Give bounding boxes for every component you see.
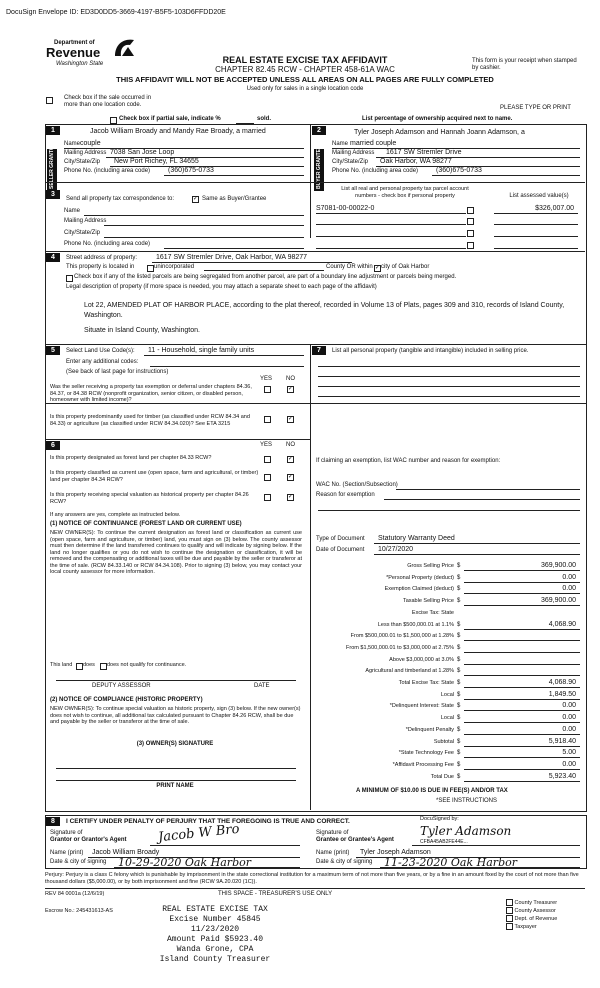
deputy-label: DEPUTY ASSESSOR xyxy=(92,683,151,689)
buyer-city[interactable]: Oak Harbor, WA 98277 xyxy=(380,158,452,165)
tax-row-label: From $1,500,000.01 to $3,000,000 at 2.75% xyxy=(346,644,454,651)
tax-row-dollar: $ xyxy=(457,703,461,710)
grantee-name-label: Name (print) xyxy=(316,850,350,856)
tax-row-dollar: $ xyxy=(457,633,461,640)
grantor-date-city[interactable]: 10-29-2020 Oak Harbor xyxy=(118,856,251,869)
seller-name-rule xyxy=(64,148,304,149)
personal-property-checkbox-4[interactable] xyxy=(467,242,474,249)
parcel-number[interactable]: S7081-00-00022-0 xyxy=(316,205,375,212)
seller-tab-label: SELLER GRANTOR xyxy=(49,142,55,189)
seller-tab xyxy=(47,142,57,191)
seller-mailing[interactable]: 7038 San Jose Loop xyxy=(110,149,175,156)
notice1-title: (1) NOTICE OF CONTINUANCE (FOREST LAND OR CURRENT USE) xyxy=(50,521,242,527)
buyer-phone-label: Phone No. (including area code) xyxy=(332,168,419,174)
grantee-date-label: Date & city of signing xyxy=(316,859,373,865)
tax-row-value[interactable]: 369,900.00 xyxy=(540,562,576,569)
tax-row-dollar: $ xyxy=(457,761,461,768)
grantor-date-label: Date & city of signing xyxy=(50,859,107,865)
tax-row-label: Subtotal xyxy=(433,738,454,745)
stamp-line-5: Wanda Grone, CPA xyxy=(176,945,254,954)
section-8-number: 8 xyxy=(46,817,60,826)
tax-row-dollar: $ xyxy=(457,668,461,675)
section-5-number: 5 xyxy=(46,346,60,355)
copy-distribution xyxy=(506,899,557,931)
if-yes-note: If any answers are yes, complete as instructed below. xyxy=(50,512,181,518)
section-4-top-rule xyxy=(45,251,585,252)
seller-phone-rule xyxy=(164,175,304,176)
sec6-q2-yes[interactable] xyxy=(264,474,271,481)
tax-row-value[interactable]: 0.00 xyxy=(562,725,576,733)
buyer-name-line1: Tyler Joseph Adamson and Hannah Joann Adamson, a xyxy=(354,129,525,136)
seller-name-label: Name xyxy=(64,141,81,147)
copy-label-3: Dept. of Revenue xyxy=(514,915,558,922)
dor-emblem-icon xyxy=(112,36,138,60)
sec5-no-header: NO xyxy=(286,376,295,382)
tax-row-dollar: $ xyxy=(457,644,461,651)
seller-city[interactable]: New Port Richey, FL 34655 xyxy=(114,158,199,165)
reason-rule-1[interactable] xyxy=(384,499,580,500)
tax-row-label: *State Technology Fee xyxy=(398,750,454,757)
section-2-number: 2 xyxy=(312,126,326,135)
segregated-checkbox[interactable] xyxy=(66,275,73,282)
sec6-yes-header: YES xyxy=(260,442,273,448)
seller-name-line1: Jacob William Broady and Mandy Rae Broady, a married xyxy=(90,128,266,135)
tax-row-rule xyxy=(464,757,580,758)
sec3-name-label: Name xyxy=(64,208,81,214)
tax-row-rule xyxy=(464,710,580,711)
divider-1-2 xyxy=(310,124,311,238)
tax-row-rule xyxy=(464,593,580,594)
tax-row-value[interactable]: 5,923.40 xyxy=(548,772,576,780)
section-3-top-rule xyxy=(45,182,585,183)
seller-city-label: City/State/Zip xyxy=(64,159,101,165)
street-rule xyxy=(152,262,352,263)
multi-location-checkbox[interactable] xyxy=(46,97,53,104)
date-label: DATE xyxy=(254,683,270,689)
legal-description[interactable]: Lot 22, AMENDED PLAT OF HARBOR PLACE, according to the plat thereof, recorded in Volume 13 of Plats, pages 309 and 310, records of Island County, Washington. xyxy=(84,302,565,319)
logo-line1: Department of xyxy=(54,40,95,46)
treasurer-use-only: THIS SPACE - TREASURER'S USE ONLY xyxy=(218,891,333,897)
print-name-label: PRINT NAME xyxy=(156,783,194,789)
copy-label-1: County Treasurer xyxy=(514,899,558,906)
tax-row-dollar: $ xyxy=(457,738,461,745)
tax-row-label: Less than $500,000.01 at 1.1% xyxy=(377,621,454,628)
tax-row-label: Gross Selling Price xyxy=(407,563,454,569)
tax-row-rule xyxy=(464,746,580,747)
tax-row-label: Agricultural and timberland at 1.28% xyxy=(365,668,454,675)
sec3-mailing-label: Mailing Address xyxy=(64,218,107,224)
same-as-buyer-checkbox[interactable]: ✓ xyxy=(193,196,199,202)
form-subtitle: CHAPTER 82.45 RCW - CHAPTER 458-61A WAC xyxy=(215,65,395,74)
doc-type[interactable]: Statutory Warranty Deed xyxy=(378,535,455,542)
seller-name-line2[interactable]: couple xyxy=(80,140,101,147)
grantor-sig-label-1: Signature of xyxy=(50,830,83,836)
legal-label: Legal description of property (if more space is needed, you may attach a separate sheet to each page of the affidavit) xyxy=(66,284,377,290)
assessed-header: List assessed value(s) xyxy=(509,193,569,199)
tax-row-label: Taxable Selling Price xyxy=(402,598,454,605)
exemption-label: If claiming an exemption, list WAC number and reason for exemption: xyxy=(316,458,501,464)
tax-row-label: *Delinquent Interest: State xyxy=(389,703,454,710)
buyer-city-label: City/State/Zip xyxy=(332,159,369,165)
tax-row-dollar: $ xyxy=(457,726,461,733)
land-use-code[interactable]: 11 - Household, single family units xyxy=(148,347,255,354)
parcel-rule-3 xyxy=(316,236,466,237)
sec5-q1-no[interactable]: ✓ xyxy=(288,386,294,392)
sec5-q2: Is this property predominantly used for timber (as classified under RCW 84.34 and 84.33) or agriculture (as classified under RCW 84.34.020)? See ETA 3215 xyxy=(50,414,250,427)
land-use-rule xyxy=(144,355,304,356)
unincorporated-checkbox[interactable] xyxy=(147,265,154,272)
single-location: Used only for sales in a single location code xyxy=(246,86,364,92)
land-use-label: Select Land Use Code(s): xyxy=(66,348,135,354)
tax-row-label: *Affidavit Processing Fee xyxy=(392,761,454,768)
tax-row-rule xyxy=(464,699,580,700)
buyer-mailing-label: Mailing Address xyxy=(332,150,375,156)
copy-checkbox-2[interactable] xyxy=(506,907,513,914)
section-3-number: 3 xyxy=(46,190,60,199)
assessed-value[interactable]: $326,007.00 xyxy=(535,205,574,212)
sec5-q2-no[interactable]: ✓ xyxy=(288,416,294,422)
grantee-sig-rule xyxy=(412,845,580,846)
notice2-text: NEW OWNER(S): To continue special valuation as historic property, sign (3) below. If the new owner(s) does not wish to continue, all additional tax calculated pursuant to Chapter 84.26 RCW, shall be due and payable by the seller or transferor at the time of sale. xyxy=(50,706,301,725)
sec6-q3-yes[interactable] xyxy=(264,494,271,501)
grantor-name-label: Name (print) xyxy=(50,850,84,856)
grantee-sig-label-2: Grantee or Grantee's Agent xyxy=(316,837,394,843)
owner-signature-label: (3) OWNER(S) SIGNATURE xyxy=(136,741,214,747)
unincorporated-label: unincorporated xyxy=(154,264,195,270)
seller-phone-label: Phone No. (including area code) xyxy=(64,168,151,174)
sec5-q2-yes[interactable] xyxy=(264,416,271,423)
personal-property-checkbox-2[interactable] xyxy=(467,218,474,225)
seller-mailing-label: Mailing Address xyxy=(64,150,107,156)
qualify-does-checkbox[interactable] xyxy=(76,663,83,670)
pp-rule-3[interactable] xyxy=(318,386,580,387)
reason-rule-2[interactable] xyxy=(318,510,580,511)
tax-row-label: Total Due xyxy=(430,773,454,780)
section-7-number: 7 xyxy=(312,346,326,355)
wac-rule[interactable] xyxy=(396,489,580,490)
located-label: This property is located in xyxy=(66,264,135,270)
value-rule-3 xyxy=(494,236,578,237)
tax-row-label: From $500,000.01 to $1,500,000 at 1.28% xyxy=(350,633,454,640)
sec6-q1-yes[interactable] xyxy=(264,456,271,463)
county-within-label: County OR within xyxy=(326,264,373,270)
parcel-rule-1 xyxy=(316,213,466,214)
tax-row-dollar: $ xyxy=(457,563,461,569)
section-6-top-rule xyxy=(45,439,310,440)
grantor-sig-rule xyxy=(150,845,300,846)
partial-sale-checkbox[interactable] xyxy=(110,117,117,124)
tax-row-label: Local xyxy=(440,691,454,698)
stamp-line-2: Excise Number 45845 xyxy=(169,915,261,924)
multi-location-label: Check box if the sale occurred in more than one location code. xyxy=(64,95,152,108)
value-rule-1 xyxy=(494,213,578,214)
qualify-does-label: does xyxy=(83,662,95,668)
grantor-sig-label-2: Grantor or Grantor's Agent xyxy=(50,837,127,843)
tax-row-value[interactable]: 4,068.90 xyxy=(548,620,576,628)
buyer-mailing[interactable]: 1617 SW Stremler Drive xyxy=(386,149,462,156)
grantee-sig-id: CFBA45AB2FE44E... xyxy=(420,839,468,845)
buyer-name-label: Name xyxy=(332,141,349,147)
tax-row-value[interactable]: 0.00 xyxy=(562,714,576,722)
logo-line3: Washington State xyxy=(56,61,104,67)
warning: THIS AFFIDAVIT WILL NOT BE ACCEPTED UNLESS ALL AREAS ON ALL PAGES ARE FULLY COMPLETED xyxy=(116,75,494,84)
personal-property-label: List all personal property (tangible and intangible) included in selling price. xyxy=(332,348,529,354)
grantor-name[interactable]: Jacob William Broady xyxy=(92,849,160,856)
receipt-note: This form is your receipt when stamped by cashier. xyxy=(472,58,577,71)
tax-row-label: Local xyxy=(440,715,454,722)
parcel-rule-4 xyxy=(316,248,466,249)
logo-line2: Revenue xyxy=(46,45,101,60)
tax-row-label: Total Excise Tax: State xyxy=(398,680,454,686)
tax-row-rule xyxy=(464,734,580,735)
tax-row-dollar: $ xyxy=(457,680,461,686)
county-rule xyxy=(204,270,324,271)
tax-row-dollar: $ xyxy=(457,621,461,628)
divider-5-7 xyxy=(310,344,311,810)
tax-row-label: *Delinquent Penalty xyxy=(405,726,454,733)
buyer-name-line2[interactable]: married couple xyxy=(350,140,397,147)
see-back: (See back of last page for instructions) xyxy=(66,369,169,375)
doc-type-label: Type of Document xyxy=(316,536,365,542)
certify-statement: I CERTIFY UNDER PENALTY OF PERJURY THAT THE FOREGOING IS TRUE AND CORRECT. xyxy=(66,818,350,825)
partial-sale-label: Check box if partial sale, indicate % xyxy=(119,116,221,122)
dor-logo xyxy=(32,40,132,72)
doc-date[interactable]: 10/27/2020 xyxy=(378,546,414,553)
tax-row-label: Excise Tax: State xyxy=(411,609,454,616)
grantee-signature[interactable]: Tyler Adamson xyxy=(420,824,512,838)
grantee-date-rule xyxy=(380,867,580,868)
tax-row-value[interactable]: 0.00 xyxy=(562,760,576,768)
parcel-header: List all real and personal property tax parcel account numbers - check box if personal property xyxy=(341,186,469,199)
pp-rule-1[interactable] xyxy=(318,366,580,367)
sec3-name-rule xyxy=(84,215,304,216)
section-4-number: 4 xyxy=(46,253,60,262)
tax-row-value[interactable]: 0.00 xyxy=(562,585,576,593)
personal-property-checkbox-1[interactable] xyxy=(467,207,474,214)
sec6-no-header: NO xyxy=(286,442,295,448)
sec6-q2: Is this property classified as current use (open space, farm and agricultural, or timber) land per chapter 84.34 RCW? xyxy=(50,470,259,483)
escrow-number: Escrow No.: 245431613-AS xyxy=(45,908,113,914)
stamp-line-1: REAL ESTATE EXCISE TAX xyxy=(162,905,268,914)
tax-row-rule xyxy=(464,652,580,653)
buyer-phone[interactable]: (360)675-0733 xyxy=(436,167,482,174)
tax-row-value[interactable]: 4,068.90 xyxy=(548,679,576,686)
sec3-phone-rule xyxy=(164,248,304,249)
tax-row-label: Exemption Claimed (deduct) xyxy=(384,586,454,593)
copy-checkbox-4[interactable] xyxy=(506,923,513,930)
tax-row-dollar: $ xyxy=(457,750,461,757)
footer-rule xyxy=(45,888,585,889)
tax-row-dollar: $ xyxy=(457,656,461,663)
tax-row-dollar: $ xyxy=(457,773,461,780)
pp-rule-2[interactable] xyxy=(318,376,580,377)
tax-row-label: *Personal Property (deduct) xyxy=(386,574,454,581)
seller-phone[interactable]: (360)675-0733 xyxy=(168,167,214,174)
tax-row-rule xyxy=(464,687,580,688)
notice2-title: (2) NOTICE OF COMPLIANCE (HISTORIC PROPERTY) xyxy=(50,697,203,703)
additional-codes-rule xyxy=(150,366,304,367)
reason-label: Reason for exemption xyxy=(316,492,375,498)
send-correspondence-label: Send all property tax correspondence to: xyxy=(66,196,175,202)
grantor-date-rule xyxy=(114,867,300,868)
tax-row-dollar: $ xyxy=(457,574,461,581)
form-title: REAL ESTATE EXCISE TAX AFFIDAVIT xyxy=(222,55,388,65)
qualify-does-not-checkbox[interactable] xyxy=(100,663,107,670)
tax-row-value[interactable]: 5.00 xyxy=(562,749,576,757)
doc-type-rule xyxy=(374,543,580,544)
docusigned-by: DocuSigned by: xyxy=(420,816,459,822)
copy-checkbox-3[interactable] xyxy=(506,915,513,922)
sec6-q1-no[interactable]: ✓ xyxy=(288,456,294,462)
street-label: Street address of property: xyxy=(66,255,138,261)
stamp-line-3: 11/23/2020 xyxy=(190,925,239,934)
deputy-rule xyxy=(56,680,296,681)
copy-checkbox-1[interactable] xyxy=(506,899,513,906)
tax-row-dollar: $ xyxy=(457,691,461,698)
tax-row-value[interactable]: 1,849.50 xyxy=(548,690,576,698)
sec6-q3-no[interactable]: ✓ xyxy=(288,494,294,500)
sec3-phone-label: Phone No. (including area code) xyxy=(64,241,151,247)
doc-date-label: Date of Document xyxy=(316,547,365,553)
buyer-tab-label: BUYER GRANTEE xyxy=(316,145,322,189)
see-instructions: *SEE INSTRUCTIONS xyxy=(436,798,498,804)
stamp-line-6: Island County Treasurer xyxy=(159,955,271,964)
tax-row-rule xyxy=(464,582,580,583)
sold-label: sold. xyxy=(257,116,272,122)
sec3-city-label: City/State/Zip xyxy=(64,230,101,236)
stamp-line-4: Amount Paid $5923.40 xyxy=(166,935,263,944)
doc-date-rule xyxy=(374,554,580,555)
notice1-text: NEW OWNER(S): To continue the current designation as forest land or classification as current use (open space, farm and agriculture, or timber) land, you must sign on (3) below. The county assessor must then determine if the land transferred continues to qualify and will indicate by signing below. If the land no longer qualifies or you do not wish to continue the designation or classification, it will be removed and the compensating or additional taxes will be due and payable by the seller or transferor at the time of sale. (RCW 84.33.140 or RCW 84.34.108). Prior to signing (3) below, you may contact your local county assessor for more information. xyxy=(50,530,302,575)
sec6-q2-no[interactable]: ✓ xyxy=(288,474,294,480)
city-label: city of Oak Harbor xyxy=(381,264,430,270)
grantee-name[interactable]: Tyler Joseph Adamson xyxy=(360,849,431,856)
pp-rule-4[interactable] xyxy=(318,396,580,397)
sec5-q1: Was the seller receiving a property tax exemption or deferral under chapters 84.36, 84.37, or 84.38 RCW (nonprofit organization, senior citizen, or disabled person, homeowner with limited income)? xyxy=(50,384,252,403)
treasurer-stamp xyxy=(150,905,280,965)
minimum-due: A MINIMUM OF $10.00 IS DUE IN FEE(S) AND/OR TAX xyxy=(356,788,508,794)
sec3-city-rule xyxy=(104,237,304,238)
tax-row-rule xyxy=(464,781,580,782)
envelope-id: DocuSign Envelope ID: ED3D0DD5-3669-4197-B5F5-103D6FFDD20E xyxy=(6,9,226,16)
tax-row-label: Above $3,000,000 at 3.0% xyxy=(389,656,454,663)
situate[interactable]: Situate in Island County, Washington. xyxy=(84,327,200,334)
qualify-label: This land xyxy=(50,662,73,668)
tax-row-rule xyxy=(464,664,580,665)
within-city-checkbox[interactable]: ✓ xyxy=(375,265,381,271)
tax-row-value[interactable]: 369,900.00 xyxy=(540,597,576,605)
print-name-rule[interactable] xyxy=(56,780,296,781)
grantee-date-city[interactable]: 11-23-2020 Oak Harbor xyxy=(384,856,517,869)
sec5-yes-header: YES xyxy=(260,376,273,382)
buyer-tab xyxy=(314,145,324,191)
tax-row-rule xyxy=(464,629,580,630)
ownership-pct-note: List percentage of ownership acquired next to name. xyxy=(362,116,513,122)
sec6-q1: Is this property designated as forest land per chapter 84.33 RCW? xyxy=(50,455,212,461)
buyer-phone-rule xyxy=(432,175,580,176)
personal-property-checkbox-3[interactable] xyxy=(467,230,474,237)
section-1-number: 1 xyxy=(46,126,60,135)
sec6-q3: Is this property receiving special valuation as historical property per chapter 84.26 RCW? xyxy=(50,492,249,505)
perjury-note: Perjury: Perjury is a class C felony which is punishable by imprisonment in the state correctional institution for a maximum term of not more than five years, or by a fine in an amount fixed by the court of not more than five thousand dollars ($5,000.00), or by both imprisonment and fine (RCW 9A.20.020 (1C)). xyxy=(45,872,579,885)
tax-row-rule xyxy=(464,769,580,770)
tax-row-dollar: $ xyxy=(457,715,461,722)
type-or-print: PLEASE TYPE OR PRINT xyxy=(500,105,571,111)
segregated-label: Check box if any of the listed parcels are being segregated from another parcel, are part of a boundary line adjustment or parcels being merged. xyxy=(74,274,457,280)
tax-row-value[interactable]: 0.00 xyxy=(562,573,576,581)
grantee-sig-label-1: Signature of xyxy=(316,830,349,836)
tax-row-rule xyxy=(464,605,580,606)
sec3-mailing-rule xyxy=(104,225,304,226)
owner-signature-rule[interactable] xyxy=(56,768,296,769)
tax-row-dollar: $ xyxy=(457,598,461,605)
grantor-signature[interactable]: Jacob W Bro xyxy=(157,821,241,846)
tax-row-rule xyxy=(464,570,580,571)
copy-label-2: County Assessor xyxy=(514,907,556,914)
tax-row-dollar: $ xyxy=(457,586,461,593)
tax-row-value[interactable]: 0.00 xyxy=(562,702,576,710)
tax-row-value[interactable]: 5,918.40 xyxy=(548,737,576,745)
same-as-buyer-label: Same as Buyer/Grantee xyxy=(202,196,267,202)
additional-codes-label: Enter any additional codes: xyxy=(66,359,139,365)
wac-label: WAC No. (Section/Subsection) xyxy=(316,482,398,488)
qualify-does-not-label: does not qualify for continuance. xyxy=(107,662,187,668)
tax-row-rule xyxy=(464,675,580,676)
value-rule-4 xyxy=(494,248,578,249)
rev-number: REV 84 0001a (12/6/19) xyxy=(45,891,105,897)
copy-label-4: Taxpayer xyxy=(514,923,537,930)
value-rule-2 xyxy=(494,224,578,225)
parcel-rule-2 xyxy=(316,224,466,225)
tax-row-rule xyxy=(464,722,580,723)
tax-row-rule xyxy=(464,640,580,641)
sec5-q1-yes[interactable] xyxy=(264,386,271,393)
section-6-number: 6 xyxy=(46,441,60,450)
street-address[interactable]: 1617 SW Stremler Drive, Oak Harbor, WA 98277 xyxy=(156,254,308,261)
